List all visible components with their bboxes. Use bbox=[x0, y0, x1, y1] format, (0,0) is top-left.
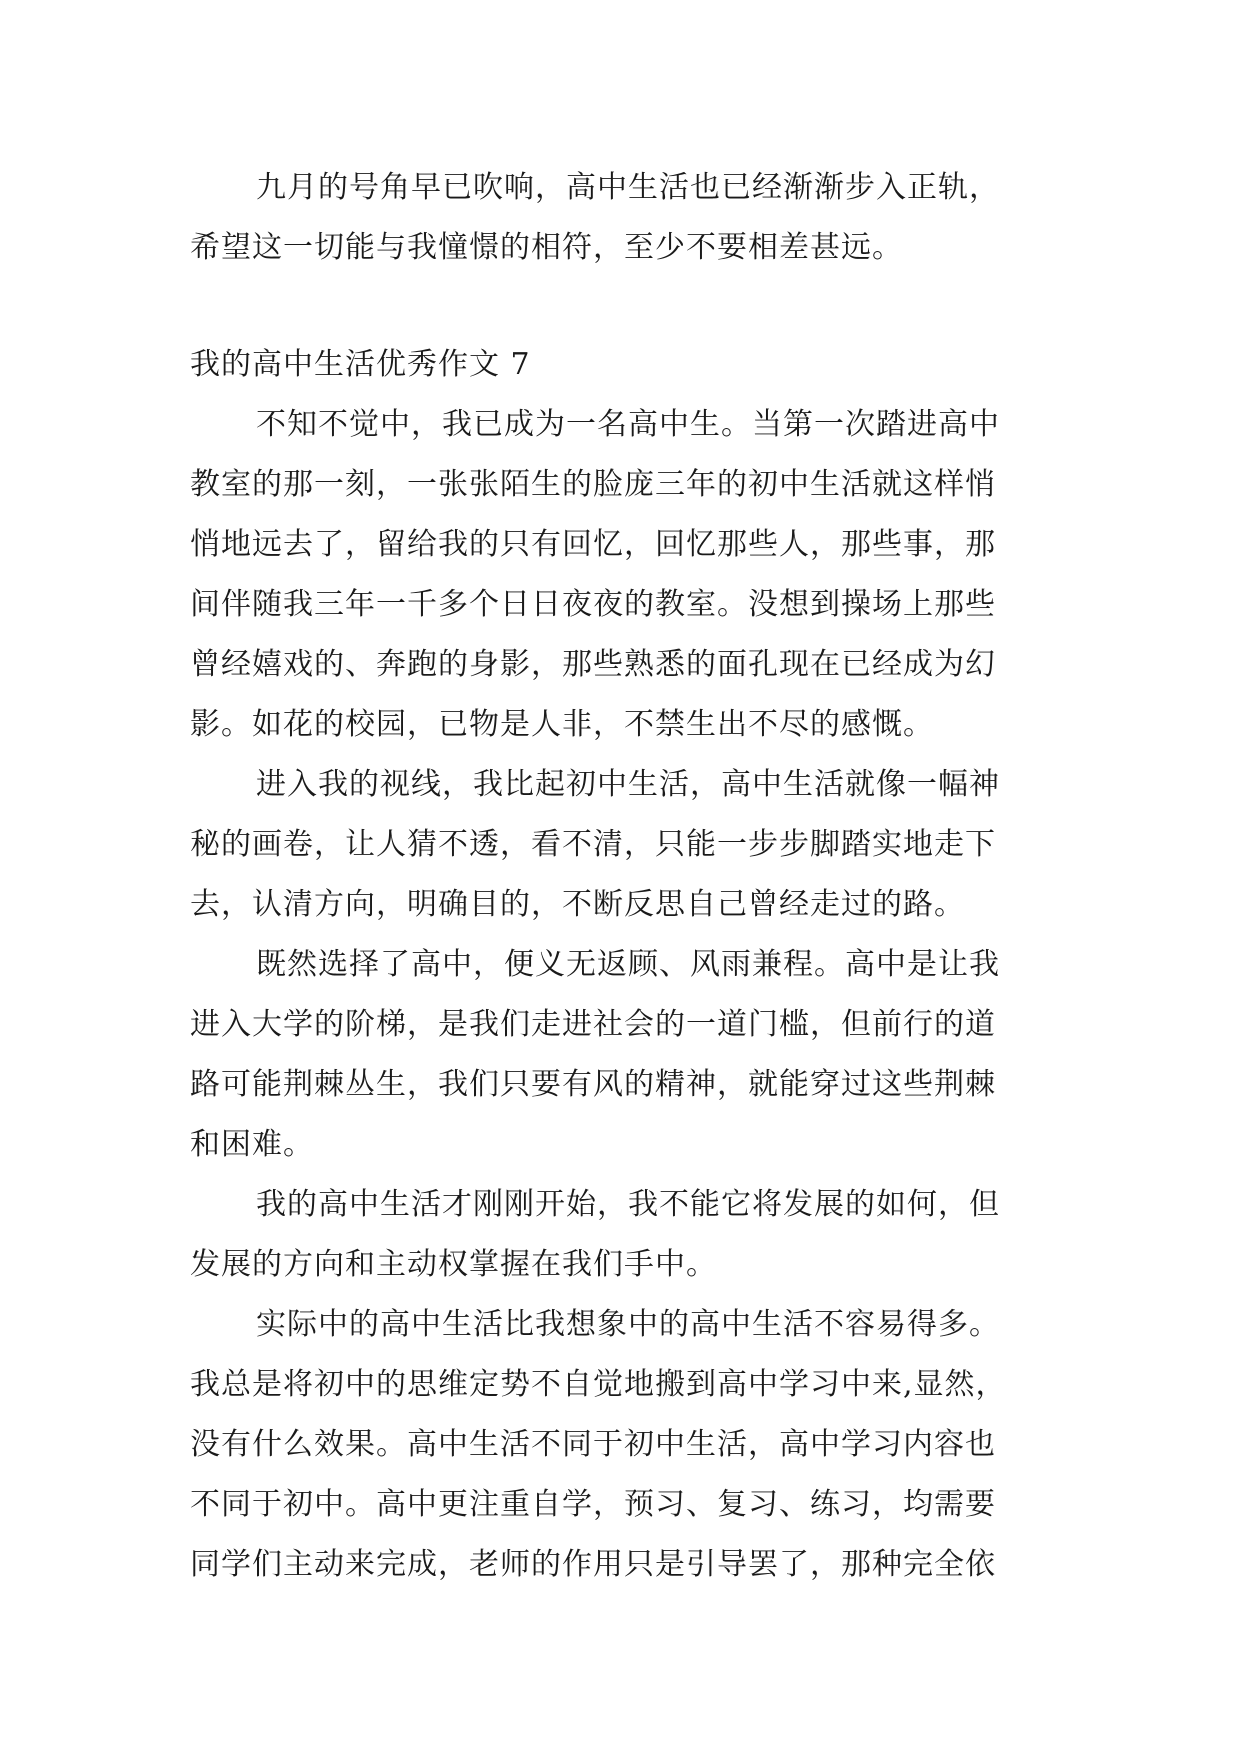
body-line: 我总是将初中的思维定势不自觉地搬到高中学习中来,显然， bbox=[190, 1367, 1007, 1402]
body-line: 进入大学的阶梯，是我们走进社会的一道门槛，但前行的道 bbox=[190, 1007, 996, 1042]
body-line: 悄地远去了，留给我的只有回忆，回忆那些人，那些事，那 bbox=[190, 527, 996, 562]
body-line: 同学们主动来完成，老师的作用只是引导罢了，那种完全依 bbox=[190, 1547, 996, 1582]
body-line: 秘的画卷，让人猜不透，看不清，只能一步步脚踏实地走下 bbox=[190, 827, 996, 862]
body-line: 曾经嬉戏的、奔跑的身影，那些熟悉的面孔现在已经成为幻 bbox=[190, 647, 996, 682]
intro-line: 希望这一切能与我憧憬的相符，至少不要相差甚远。 bbox=[190, 230, 903, 265]
body-line: 影。如花的校园，已物是人非，不禁生出不尽的感慨。 bbox=[190, 707, 934, 742]
body-line: 去，认清方向，明确目的，不断反思自己曾经走过的路。 bbox=[190, 887, 965, 922]
body-line: 既然选择了高中，便义无返顾、风雨兼程。高中是让我 bbox=[256, 947, 1000, 982]
body-line: 和困难。 bbox=[190, 1127, 314, 1162]
body-line: 没有什么效果。高中生活不同于初中生活，高中学习内容也 bbox=[190, 1427, 996, 1462]
body-line: 不知不觉中，我已成为一名高中生。当第一次踏进高中 bbox=[256, 407, 1000, 442]
body-line: 教室的那一刻，一张张陌生的脸庞三年的初中生活就这样悄 bbox=[190, 467, 996, 502]
body-line: 不同于初中。高中更注重自学，预习、复习、练习，均需要 bbox=[190, 1487, 996, 1522]
body-line: 实际中的高中生活比我想象中的高中生活不容易得多。 bbox=[256, 1307, 1000, 1342]
body-line: 进入我的视线，我比起初中生活，高中生活就像一幅神 bbox=[256, 767, 1000, 802]
section-title: 我的高中生活优秀作文 7 bbox=[190, 347, 531, 382]
intro-line: 九月的号角早已吹响，高中生活也已经渐渐步入正轨， bbox=[256, 170, 1000, 205]
body-line: 间伴随我三年一千多个日日夜夜的教室。没想到操场上那些 bbox=[190, 587, 996, 622]
body-line: 路可能荆棘丛生，我们只要有风的精神，就能穿过这些荆棘 bbox=[190, 1067, 996, 1102]
body-line: 发展的方向和主动权掌握在我们手中。 bbox=[190, 1247, 717, 1282]
body-line: 我的高中生活才刚刚开始，我不能它将发展的如何，但 bbox=[256, 1187, 1000, 1222]
